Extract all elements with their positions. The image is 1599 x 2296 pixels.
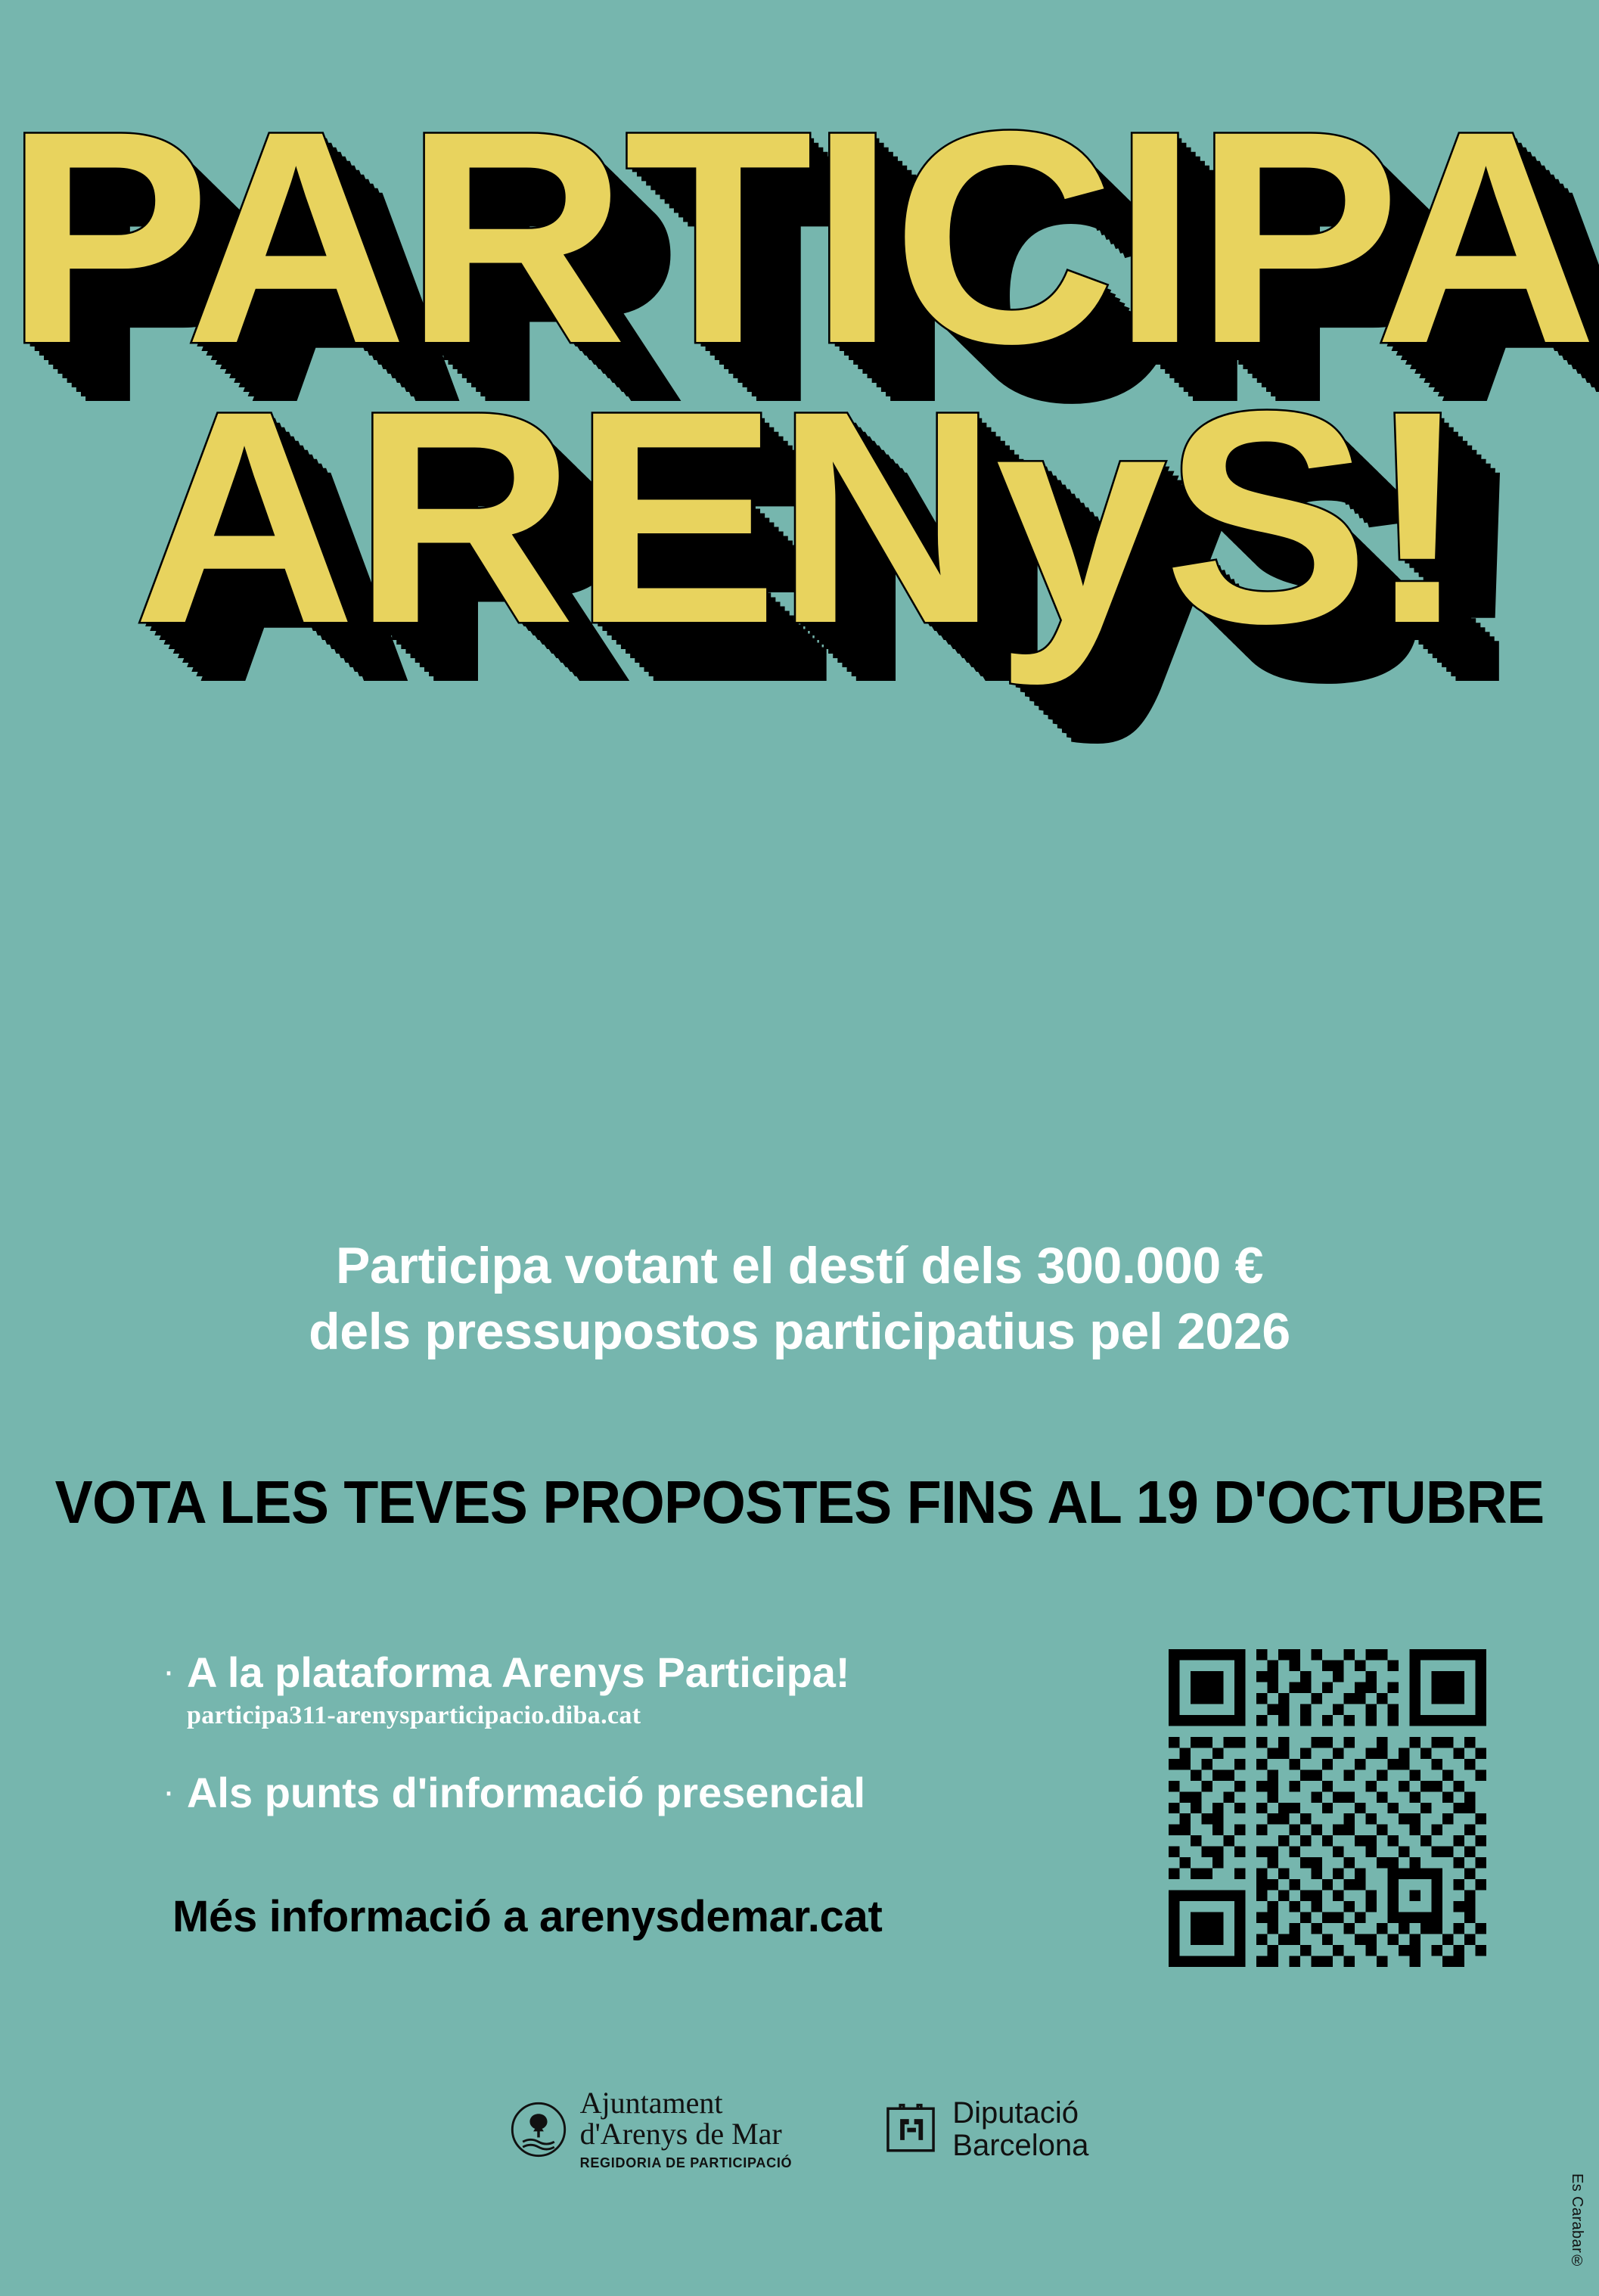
- ajuntament-crest-icon: [511, 2102, 567, 2158]
- channels-list: [163, 1649, 1108, 1825]
- ajuntament-line-1: Ajuntament: [579, 2086, 723, 2120]
- qr-code-svg: [1169, 1649, 1486, 1967]
- diputacio-line-1: Diputació: [952, 2096, 1079, 2130]
- deadline-banner: VOTA LES TEVES PROPOSTES FINS AL 19 D'OCTUBRE: [54, 1468, 1545, 1536]
- headline-line-2-part-c: S!: [1163, 348, 1467, 686]
- subtitle-line-2: dels pressupostos participatius pel 2026: [309, 1303, 1290, 1361]
- ajuntament-logo-text: [580, 2088, 793, 2171]
- headline-line-1: PARTICIPA: [5, 68, 1594, 406]
- diputacio-line-2: Barcelona: [952, 2128, 1089, 2162]
- logo-ajuntament-arenys-de-mar: [511, 2088, 793, 2171]
- headline-block: [0, 68, 1599, 686]
- bullet-dot-icon: ·: [163, 1651, 175, 1692]
- bullet-dot-icon: ·: [163, 1771, 175, 1812]
- ajuntament-department: REGIDORIA DE PARTICIPACIÓ: [579, 2155, 793, 2170]
- list-item: [163, 1649, 1108, 1730]
- diputacio-crest-icon: [883, 2102, 939, 2158]
- headline-line-2: [0, 348, 1599, 686]
- subtitle: [0, 1233, 1599, 1365]
- headline-line-2-part-a: AREN: [132, 348, 995, 686]
- subtitle-line-1: Participa votant el destí dels 300.000 €: [335, 1237, 1264, 1294]
- designer-credit: Es Carabar®: [1569, 2173, 1585, 2270]
- logo-strip: [0, 2088, 1599, 2171]
- platform-url[interactable]: participa311-arenysparticipacio.diba.cat: [186, 1701, 641, 1729]
- list-item-label: [187, 1769, 865, 1817]
- list-item: [163, 1769, 1108, 1817]
- diputacio-logo-text: [952, 2097, 1088, 2162]
- list-item-title: Als punts d'informació presencial: [186, 1768, 866, 1816]
- headline-line-2-part-b: y: [995, 348, 1164, 686]
- list-item-title: A la plataforma Arenys Participa!: [186, 1648, 850, 1696]
- more-info-text: Més informació a arenysdemar.cat: [172, 1892, 883, 1941]
- list-item-label: [187, 1649, 850, 1730]
- logo-diputacio-barcelona: [883, 2097, 1088, 2162]
- ajuntament-line-2: d'Arenys de Mar: [579, 2116, 782, 2151]
- qr-code-icon[interactable]: [1169, 1649, 1486, 1967]
